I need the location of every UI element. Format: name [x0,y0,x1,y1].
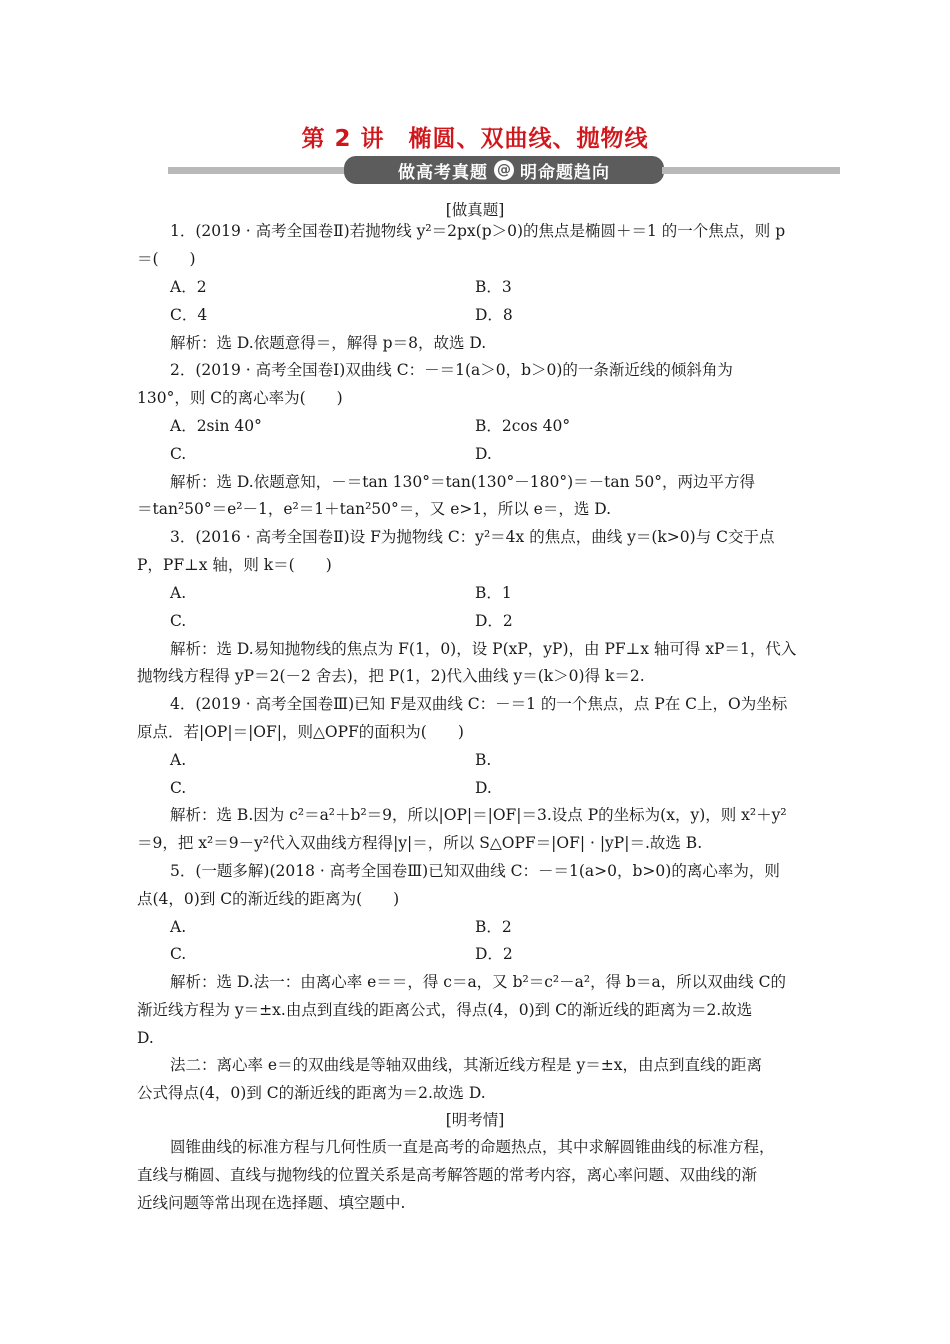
q3-stem-line2: P，PF⊥x 轴，则 k＝( ) [137,556,332,574]
q5-solution-line3: D. [137,1029,154,1047]
q1-option-d: D．8 [475,306,513,324]
q2-option-b: B．2cos 40° [475,417,571,435]
q3-option-b: B．1 [475,584,512,602]
q3-option-c: C. [170,612,187,630]
q1-option-a: A．2 [170,278,207,296]
section-heading-practice: [做真题] [445,201,505,219]
q2-solution-line1: 解析：选 D.依题意知，－＝tan 130°＝tan(130°－180°)＝－tan 50°，两边平方得 [170,473,756,491]
q4-stem-line1: 4．(2019 · 高考全国卷Ⅲ)已知 F是双曲线 C：－＝1 的一个焦点，点 P在 C上，O为坐标 [170,695,788,713]
q4-option-a: A. [170,751,187,769]
banner-bar-left [168,167,346,174]
banner-bar-right [662,167,840,174]
q1-option-c: C．4 [170,306,208,324]
banner-left-text: 做高考真题 [398,162,488,183]
q2-option-c: C. [170,445,187,463]
outlook-line2: 直线与椭圆、直线与抛物线的位置关系是高考解答题的常考内容，离心率问题、双曲线的渐 [137,1166,758,1184]
outlook-line3: 近线问题等常出现在选择题、填空题中. [137,1194,406,1212]
section-banner [168,156,840,184]
q2-option-a: A．2sin 40° [170,417,262,435]
q5-solution-line1: 解析：选 D.法一：由离心率 e＝＝，得 c＝a，又 b²＝c²－a²，得 b＝a，所以双曲线 C的 [170,973,786,991]
q3-solution-line1: 解析：选 D.易知抛物线的焦点为 F(1，0)，设 P(xP，yP)，由 PF⊥x 轴可得 xP＝1，代入 [170,640,797,658]
banner-amp-icon: @ [494,160,514,180]
q2-stem-line2: 130°，则 C的离心率为( ) [137,389,343,407]
q1-option-b: B．3 [475,278,512,296]
q4-stem-line2: 原点．若|OP|＝|OF|，则△OPF的面积为( ) [137,723,464,741]
q2-option-d: D. [475,445,492,463]
q1-stem-line1: 1．(2019 · 高考全国卷Ⅱ)若抛物线 y²＝2px(p＞0)的焦点是椭圆＋＝1 的一个焦点，则 p [170,222,786,240]
q5-stem-line2: 点(4，0)到 C的渐近线的距离为( ) [137,890,400,908]
q3-option-d: D．2 [475,612,513,630]
banner-right-text: 明命题趋向 [520,162,610,183]
q1-solution: 解析：选 D.依题意得＝，解得 p＝8，故选 D. [170,334,487,352]
q1-stem-line2: ＝( ) [137,250,196,268]
q3-option-a: A. [170,584,187,602]
page-title: 第 2 讲 椭圆、双曲线、抛物线 [301,126,649,152]
q5-solution-line5: 公式得点(4，0)到 C的渐近线的距离为＝2.故选 D. [137,1084,486,1102]
q4-option-d: D. [475,779,492,797]
q5-solution-line2: 渐近线方程为 y＝±x.由点到直线的距离公式，得点(4，0)到 C的渐近线的距离为＝2.故选 [137,1001,753,1019]
q3-solution-line2: 抛物线方程得 yP＝2(－2 舍去)，把 P(1，2)代入曲线 y＝(k＞0)得 k＝2. [137,667,645,685]
q3-stem-line1: 3．(2016 · 高考全国卷Ⅱ)设 F为抛物线 C：y²＝4x 的焦点，曲线 y＝(k>0)与 C交于点 [170,528,775,546]
q5-solution-line4: 法二：离心率 e＝的双曲线是等轴双曲线，其渐近线方程是 y＝±x，由点到直线的距离 [170,1056,763,1074]
q5-option-a: A. [170,918,187,936]
section-heading-outlook: [明考情] [445,1111,505,1129]
q5-stem-line1: 5．(一题多解)(2018 · 高考全国卷Ⅲ)已知双曲线 C：－＝1(a>0，b>0)的离心率为，则 [170,862,780,880]
q2-solution-line2: ＝tan²50°＝e²－1，e²＝1＋tan²50°＝，又 e>1，所以 e＝，选 D. [137,500,612,518]
q4-solution-line2: ＝9，把 x²＝9－y²代入双曲线方程得|y|＝，所以 S△OPF＝|OF| · |yP|＝.故选 B. [137,834,703,852]
banner-pill [344,156,664,184]
q4-option-c: C. [170,779,187,797]
q5-option-b: B．2 [475,918,512,936]
q4-solution-line1: 解析：选 B.因为 c²＝a²＋b²＝9，所以|OP|＝|OF|＝3.设点 P的坐标为(x，y)，则 x²＋y² [170,806,787,824]
q5-option-c: C. [170,945,187,963]
q5-option-d: D．2 [475,945,513,963]
outlook-line1: 圆锥曲线的标准方程与几何性质一直是高考的命题热点，其中求解圆锥曲线的标准方程， [170,1138,775,1156]
q2-stem-line1: 2．(2019 · 高考全国卷Ⅰ)双曲线 C：－＝1(a＞0，b＞0)的一条渐近线的倾斜角为 [170,361,733,379]
q4-option-b: B. [475,751,492,769]
